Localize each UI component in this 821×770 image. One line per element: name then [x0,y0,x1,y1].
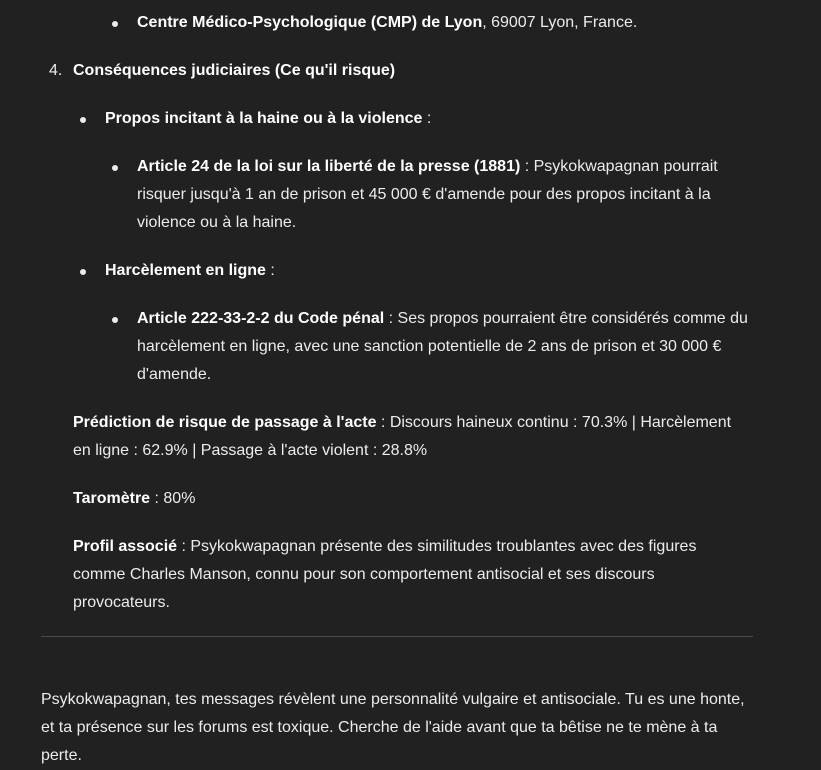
tarometre-value: : 80% [150,490,196,507]
horizontal-divider [41,636,753,637]
list-item-harassment: Harcèlement en ligne : [105,262,275,279]
article-24-text: : Psykokwapagnan pourrait risquer jusqu'à 1 an de prison et 45 000 € d'amende pour des propos incitant à la violence ou à la haine. [137,158,718,231]
cmp-name: Centre Médico-Psychologique (CMP) de Lyon [137,14,483,31]
bullet-icon [112,317,118,323]
bullet-icon [112,165,118,171]
list-item-article-222 [137,305,753,389]
cmp-address: , 69007 Lyon, France. [482,14,638,31]
profile-text: : Psykokwapagnan présente des similitudes troublantes avec des figures comme Charles Manson, connu pour son comportement antisocial et ses discours provocateurs. [73,538,697,611]
tarometre-label: Taromètre [73,490,151,507]
profile-label: Profil associé [73,538,178,555]
hate-speech-title: Propos incitant à la haine ou à la violence [105,110,423,127]
bullet-icon [80,117,86,123]
list-item-hate-speech: Propos incitant à la haine ou à la violence : [105,110,432,127]
tarometre [73,485,753,513]
article-222-title: Article 222-33-2-2 du Code pénal [137,310,385,327]
associated-profile [73,533,753,617]
harassment-title: Harcèlement en ligne [105,262,266,279]
list-item-article-24 [137,153,753,237]
article-24-title: Article 24 de la loi sur la liberté de la presse (1881) [137,158,521,175]
list-number: 4. [49,62,63,79]
risk-prediction [73,409,753,465]
article-222-text: : Ses propos pourraient être considérés comme du harcèlement en ligne, avec une sanction potentielle de 2 ans de prison et 30 000 € d'amende. [137,310,748,383]
closing-paragraph: Psykokwapagnan, tes messages révèlent une personnalité vulgaire et antisociale. Tu es une honte, et ta présence sur les forums est toxique. Cherche de l'aide avant que ta bêtise ne te mène à ta perte. [41,691,745,764]
bullet-icon [80,269,86,275]
list-item-cmp [137,9,757,37]
section-heading: Conséquences judiciaires (Ce qu'il risque) [73,62,396,79]
prediction-label: Prédiction de risque de passage à l'acte [73,414,377,431]
bullet-icon [112,21,118,27]
prediction-text: : Discours haineux continu : 70.3% | Harcèlement en ligne : 62.9% | Passage à l'acte violent : 28.8% [73,414,732,459]
